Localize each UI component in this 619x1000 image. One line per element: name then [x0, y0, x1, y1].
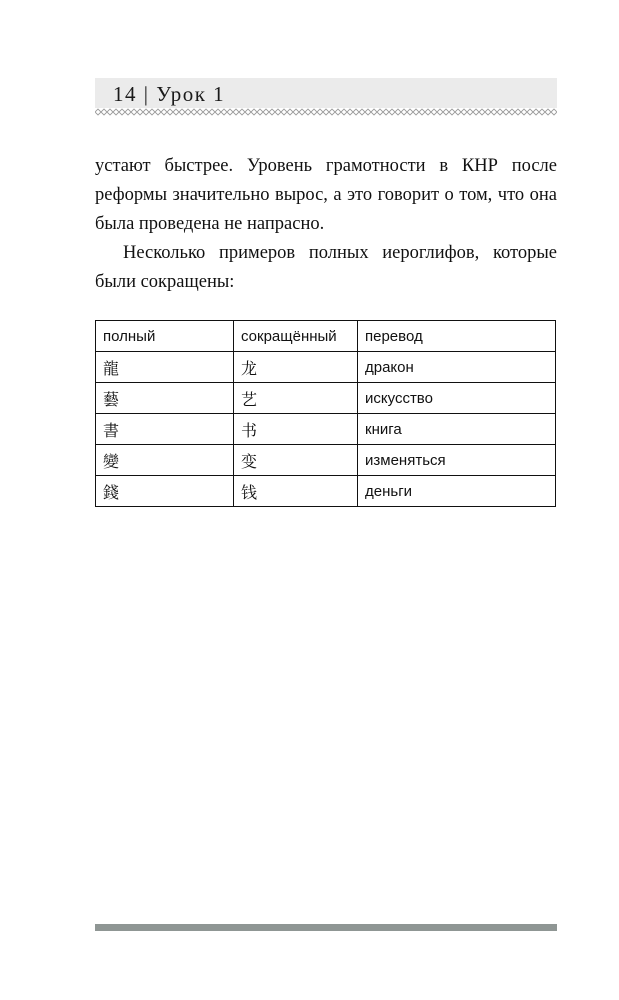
table-row	[96, 383, 556, 414]
body-paragraph: Несколько примеров полных иероглифов, которые были сокращены:	[95, 243, 557, 292]
simplified-character: 艺	[234, 383, 358, 414]
translation: книга	[358, 414, 556, 445]
full-character: 書	[96, 414, 234, 445]
full-character: 龍	[96, 352, 234, 383]
table-row	[96, 352, 556, 383]
simplified-character: 龙	[234, 352, 358, 383]
simplified-character: 变	[234, 445, 358, 476]
page-header	[95, 78, 557, 108]
header-decorative-border	[95, 108, 557, 116]
full-character: 藝	[96, 383, 234, 414]
column-header-simplified: сокращённый	[234, 321, 358, 352]
translation: искусство	[358, 383, 556, 414]
translation: дракон	[358, 352, 556, 383]
translation: изменяться	[358, 445, 556, 476]
footer-rule	[95, 924, 557, 931]
running-header-title: 14 | Урок 1	[113, 82, 226, 106]
column-header-translation: перевод	[358, 321, 556, 352]
characters-table	[95, 320, 556, 507]
full-character: 變	[96, 445, 234, 476]
column-header-full: полный	[96, 321, 234, 352]
full-character: 錢	[96, 476, 234, 507]
simplified-character: 书	[234, 414, 358, 445]
table-header-row	[96, 321, 556, 352]
table-row	[96, 476, 556, 507]
body-paragraph: устают быстрее. Уровень грамотности в КНР после реформы значительно вырос, а это говорит о том, что она была проведена не напрасно.	[95, 156, 557, 234]
simplified-character: 钱	[234, 476, 358, 507]
translation: деньги	[358, 476, 556, 507]
table-row	[96, 445, 556, 476]
table-row	[96, 414, 556, 445]
